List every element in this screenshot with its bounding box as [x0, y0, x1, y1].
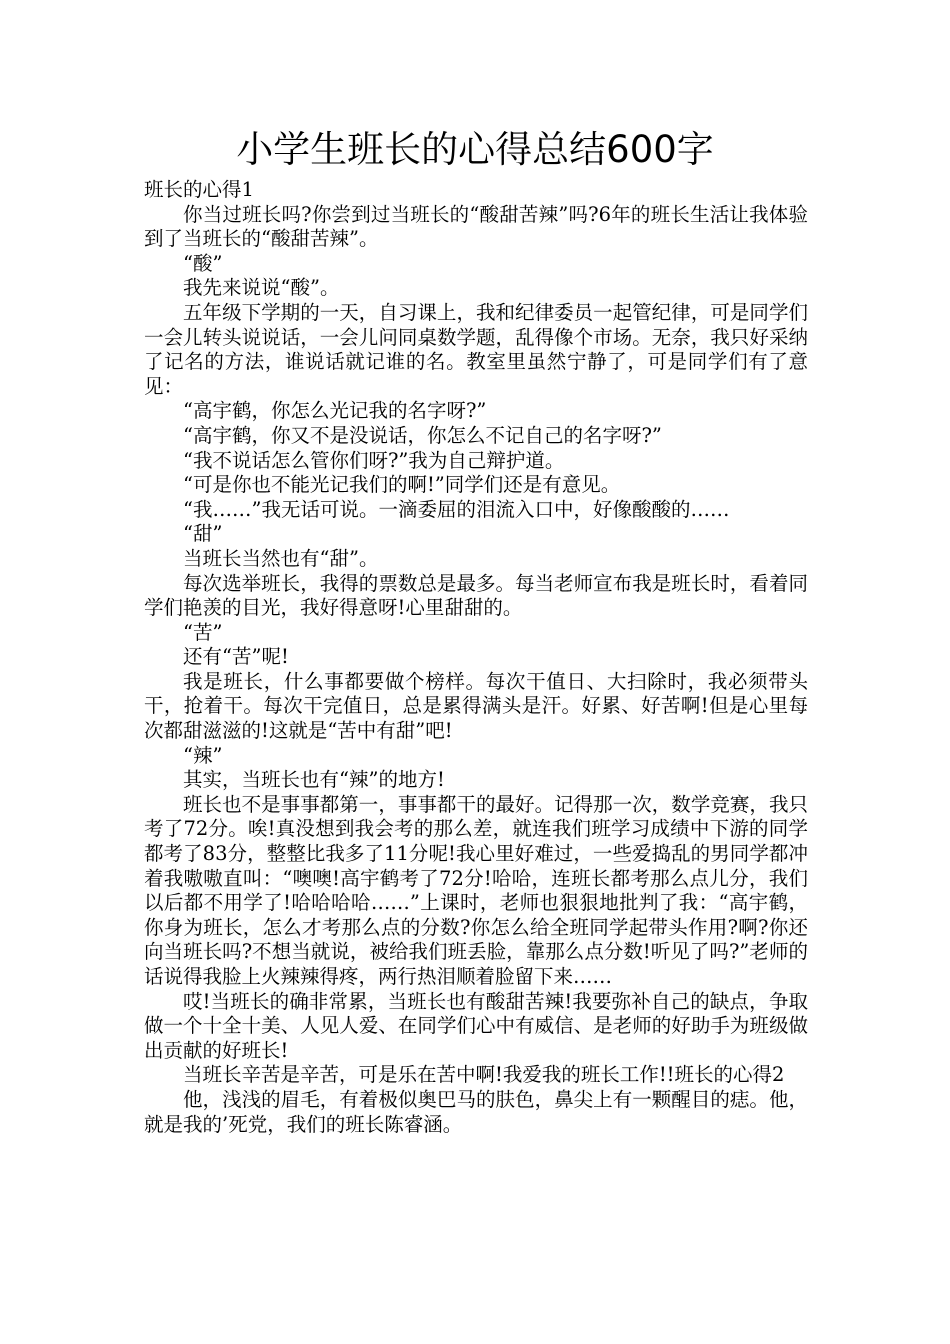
paragraph: 班长的心得1 — [144, 178, 254, 201]
paragraph: 当班长当然也有“甜”。 — [183, 546, 379, 570]
paragraph: “辣” — [183, 743, 223, 767]
paragraph: “我不说话怎么管你们呀?”我为自己辩护道。 — [183, 448, 565, 472]
paragraph: “可是你也不能光记我们的啊!”同学们还是有意见。 — [183, 473, 621, 497]
paragraph: 你当过班长吗?你尝到过当班长的“酸甜苦辣”吗?6年的班长生活让我体验到了当班长的“酸甜苦辣”。 — [144, 202, 808, 251]
paragraph: 当班长辛苦是辛苦，可是乐在苦中啊!我爱我的班长工作!!班长的心得2 — [183, 1063, 785, 1087]
document-body — [144, 178, 808, 1137]
paragraph: “高宇鹤，你又不是没说话，你怎么不记自己的名字呀?” — [183, 423, 662, 447]
paragraph: 还有“苦”呢! — [183, 645, 289, 669]
paragraph: 其实，当班长也有“辣”的地方! — [183, 768, 445, 792]
paragraph: 他，浅浅的眉毛，有着极似奥巴马的肤色，鼻尖上有一颗醒目的痣。他，就是我的’死党，我们的班长陈睿涵。 — [144, 1087, 808, 1136]
paragraph: “甜” — [183, 522, 223, 546]
paragraph: 我先来说说“酸”。 — [183, 276, 340, 300]
document-title: 小学生班长的心得总结600字 — [236, 128, 714, 171]
paragraph: 班长也不是事事都第一，事事都干的最好。记得那一次，数学竞赛，我只考了72分。唉!真没想到我会考的那么差，就连我们班学习成绩中下游的同学都考了83分，整整比我多了11分呢!我心里好难过，一些爱捣乱的男同学都冲着我嗷嗷直叫：“噢噢!高宇鹤考了72分!哈哈，连班长都考那么点儿分，我们以后都不用学了!哈哈哈哈……”上课时，老师也狠狠地批判了我：“高宇鹤，你身为班长，怎么才考那么点的分数?你怎么给全班同学起带头作用?啊?你还向当班长吗?不想当就说，被给我们班丢脸，靠那么点分数!听见了吗?”老师的话说得我脸上火辣辣得疼，两行热泪顺着脸留下来…… — [144, 792, 808, 988]
paragraph: 我是班长，什么事都要做个榜样。每次干值日、大扫除时，我必须带头干，抢着干。每次干完值日，总是累得满头是汗。好累、好苦啊!但是心里每次都甜滋滋的!这就是“苦中有甜”吧! — [144, 669, 808, 743]
paragraph: “苦” — [183, 620, 223, 644]
paragraph: 每次选举班长，我得的票数总是最多。每当老师宣布我是班长时，看着同学们艳羡的目光，我好得意呀!心里甜甜的。 — [144, 571, 808, 620]
paragraph: “高宇鹤，你怎么光记我的名字呀?” — [183, 399, 487, 423]
paragraph: 哎!当班长的确非常累，当班长也有酸甜苦辣!我要弥补自己的缺点，争取做一个十全十美、人见人爱、在同学们心中有威信、是老师的好助手为班级做出贡献的好班长! — [144, 989, 808, 1062]
paragraph: 五年级下学期的一天，自习课上，我和纪律委员一起管纪律，可是同学们一会儿转头说说话，一会儿问同桌数学题，乱得像个市场。无奈，我只好采纳了记名的方法，谁说话就记谁的名。教室里虽然宁静了，可是同学们有了意见： — [144, 300, 808, 398]
paragraph: “酸” — [183, 251, 223, 275]
paragraph: “我……”我无话可说。一滴委屈的泪流入口中，好像酸酸的…… — [183, 497, 730, 521]
